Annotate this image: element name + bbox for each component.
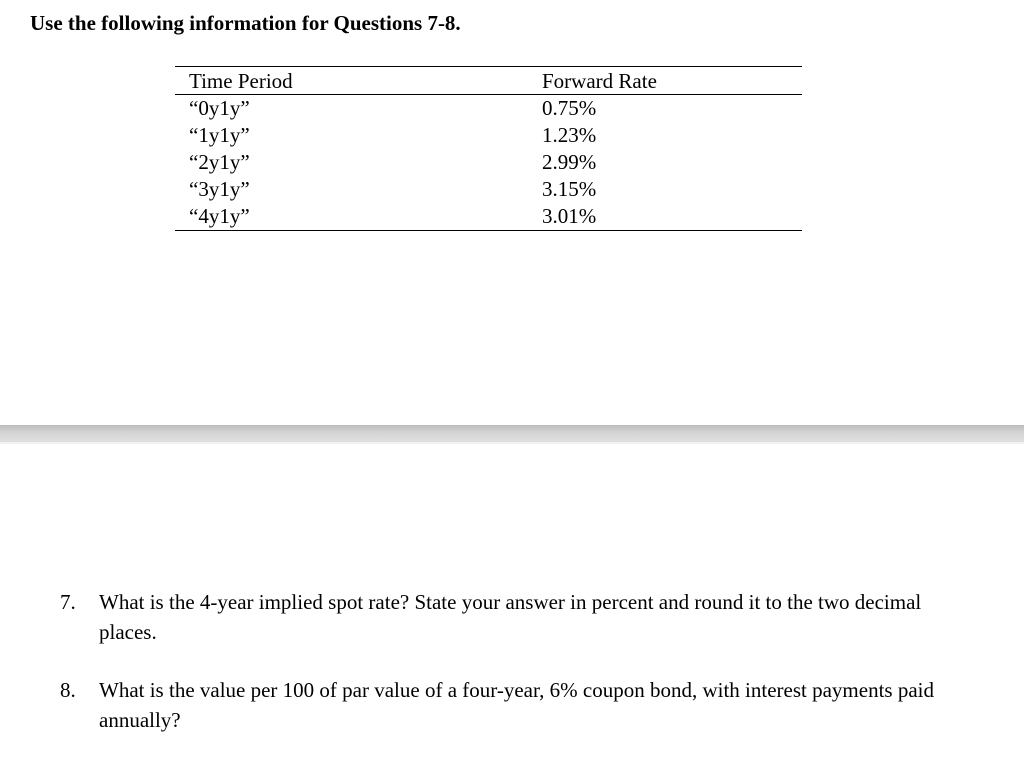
forward-rate-cell: 1.23% — [542, 123, 597, 147]
time-period-cell: “0y1y” — [189, 96, 250, 120]
table-row — [175, 203, 802, 231]
question-text: What is the 4-year implied spot rate? State your answer in percent and round it to the two decimal places. — [99, 590, 922, 644]
table-header-row — [175, 67, 802, 95]
table-row — [175, 122, 802, 149]
time-period-cell: “3y1y” — [189, 177, 250, 201]
forward-rate-table — [175, 66, 802, 231]
table-row — [175, 95, 802, 123]
question-number: 8. — [60, 678, 76, 702]
forward-rate-cell: 0.75% — [542, 96, 597, 120]
instructions-heading: Use the following information for Questions 7-8. — [30, 11, 461, 35]
column-header-forward-rate: Forward Rate — [542, 67, 802, 95]
forward-rate-cell: 3.15% — [542, 177, 597, 201]
table-row — [175, 176, 802, 203]
time-period-cell: “1y1y” — [189, 123, 250, 147]
forward-rate-cell: 3.01% — [542, 203, 802, 231]
question-text: What is the value per 100 of par value of a four-year, 6% coupon bond, with interest payments paid annually? — [99, 678, 934, 732]
time-period-cell: “2y1y” — [189, 150, 250, 174]
table-row — [175, 149, 802, 176]
column-header-time-period: Time Period — [175, 67, 542, 95]
question-item — [60, 675, 960, 735]
question-item — [60, 587, 960, 647]
time-period-cell: “4y1y” — [175, 203, 542, 231]
question-number: 7. — [60, 590, 76, 614]
questions-list — [60, 587, 960, 763]
page-divider — [0, 425, 1024, 444]
forward-rate-cell: 2.99% — [542, 150, 597, 174]
